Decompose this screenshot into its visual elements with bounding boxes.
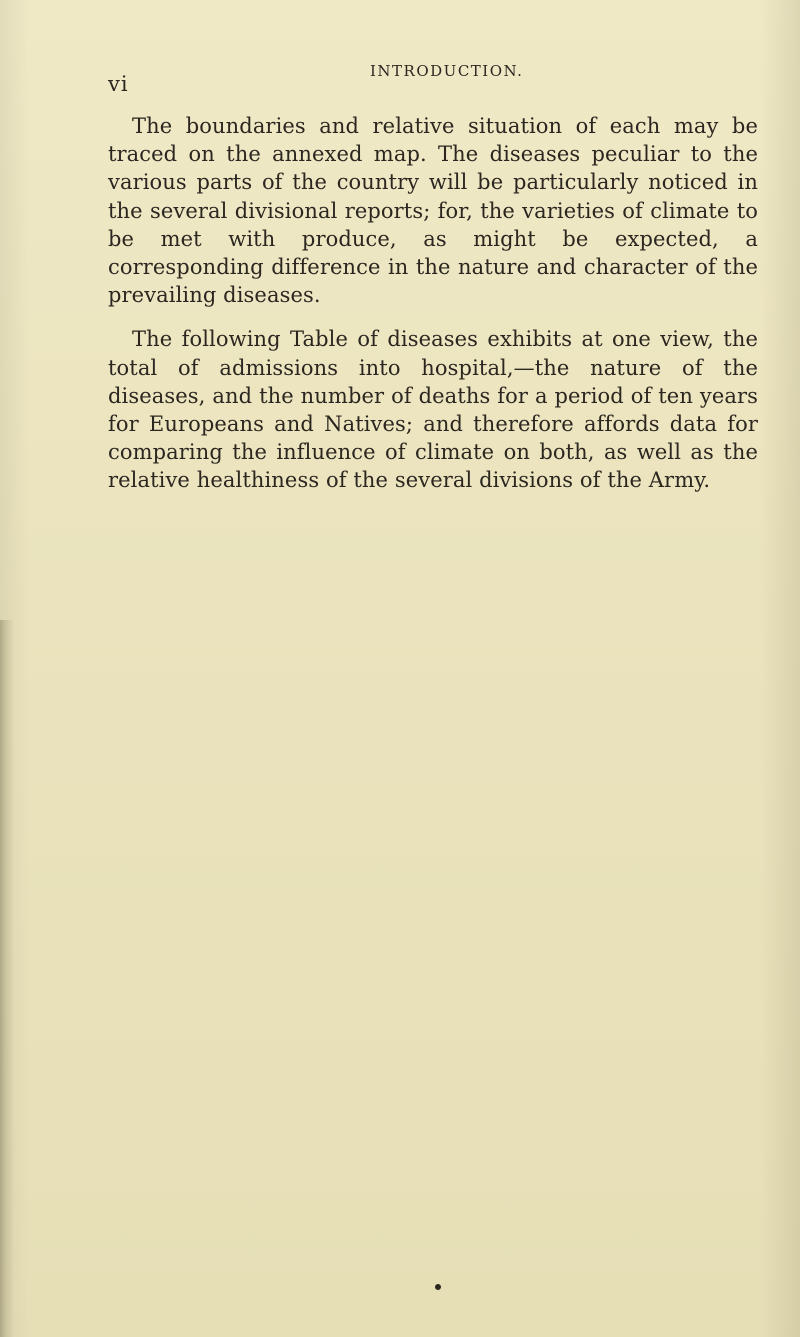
running-head-title: INTRODUCTION.: [370, 62, 524, 80]
body-text: [108, 112, 758, 495]
paragraph-2: The following Table of diseases exhibits at one view, the total of admissions into hospital,—the nature of the diseases, and the number of deaths for a period of ten years for Europeans and Natives; and therefore affords data for comparing the influence of climate on both, as well as the relative healthiness of the several divisions of the Army.: [108, 327, 758, 493]
ink-speck: [435, 1284, 441, 1290]
page-number: vi: [108, 72, 129, 96]
running-head: [108, 56, 748, 96]
page-gutter-shadow: [0, 620, 14, 1337]
paragraph-1: The boundaries and relative situation of each may be traced on the annexed map. The diseases peculiar to the various parts of the country will be particularly noticed in the several divisional reports; for, the varieties of climate to be met with produce, as might be expected, a corresponding difference in the nature and character of the prevailing diseases.: [108, 114, 758, 308]
